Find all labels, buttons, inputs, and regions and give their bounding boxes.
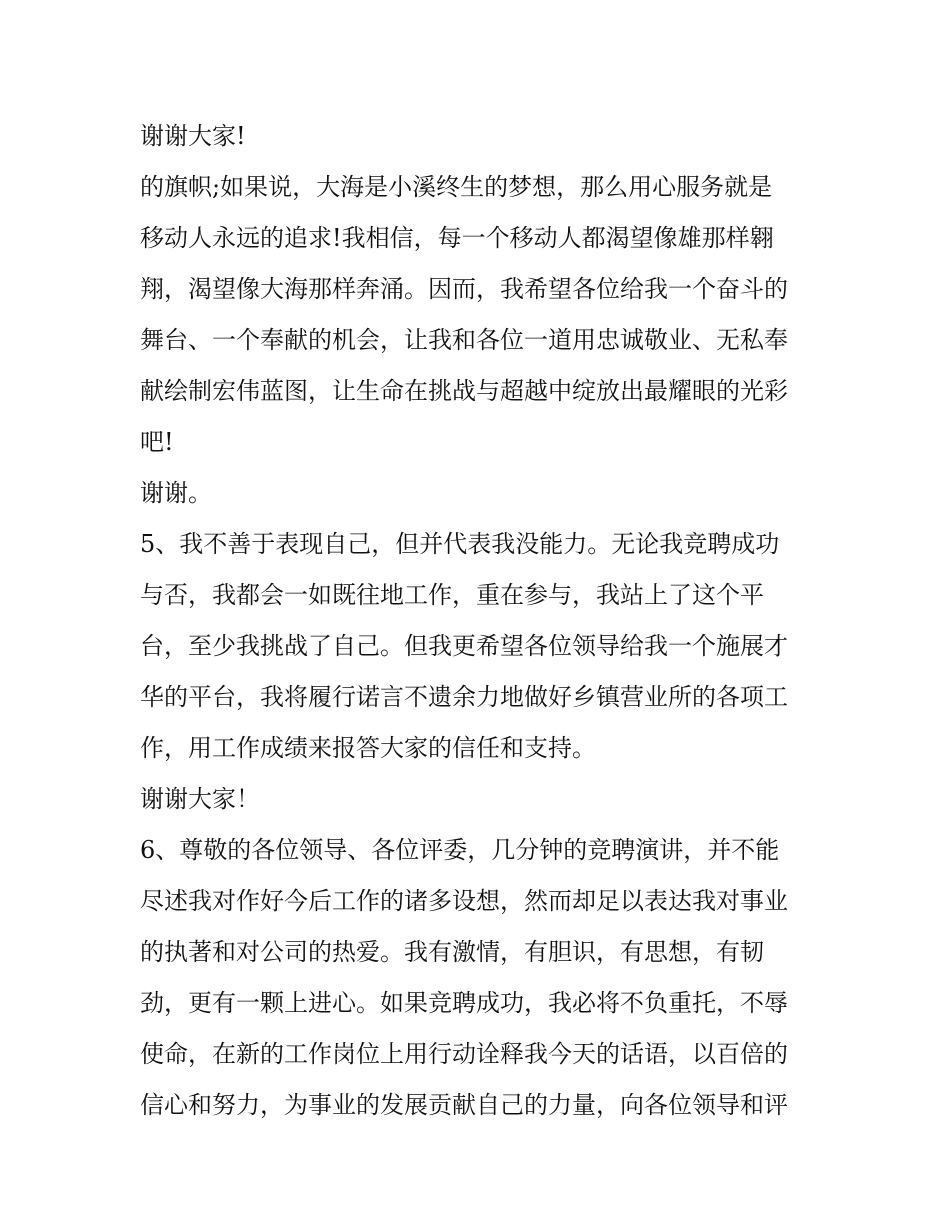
document-body [140,111,820,1131]
text-line: 的旗帜;如果说，大海是小溪终生的梦想，那么用心服务就是 [140,173,773,201]
text-line: 尽述我对作好今后工作的诸多设想，然而却足以表达我对事业 [140,887,788,915]
text-line: 舞台、一个奉献的机会，让我和各位一道用忠诚敬业、无私奉 [140,326,788,354]
text-line: 信心和努力，为事业的发展贡献自己的力量，向各位领导和评 [140,1091,788,1119]
text-line: 劲，更有一颗上进心。如果竞聘成功，我必将不负重托，不辱 [140,989,788,1017]
text-line: 献绘制宏伟蓝图，让生命在挑战与超越中绽放出最耀眼的光彩 [140,377,788,405]
text-line: 6、尊敬的各位领导、各位评委，几分钟的竞聘演讲，并不能 [140,836,780,864]
text-line: 作，用工作成绩来报答大家的信任和支持。 [140,734,596,762]
text-line: 与否，我都会一如既往地工作，重在参与，我站上了这个平 [140,581,764,609]
text-line: 谢谢。 [140,479,212,507]
text-line: 谢谢大家! [140,122,246,150]
text-line: 台，至少我挑战了自己。但我更希望各位领导给我一个施展才 [140,632,788,660]
text-line: 的执著和对公司的热爱。我有激情，有胆识，有思想，有韧 [140,938,764,966]
text-line: 吧! [140,428,174,456]
text-line: 使命，在新的工作岗位上用行动诠释我今天的话语，以百倍的 [140,1040,788,1068]
text-line: 翔，渴望像大海那样奔涌。因而，我希望各位给我一个奋斗的 [140,275,788,303]
text-line: 谢谢大家！ [140,785,260,813]
text-line: 华的平台，我将履行诺言不遗余力地做好乡镇营业所的各项工 [140,683,788,711]
text-line: 移动人永远的追求!我相信，每一个移动人都渴望像雄那样翱 [140,224,774,252]
text-line: 5、我不善于表现自己，但并代表我没能力。无论我竞聘成功 [140,530,780,558]
